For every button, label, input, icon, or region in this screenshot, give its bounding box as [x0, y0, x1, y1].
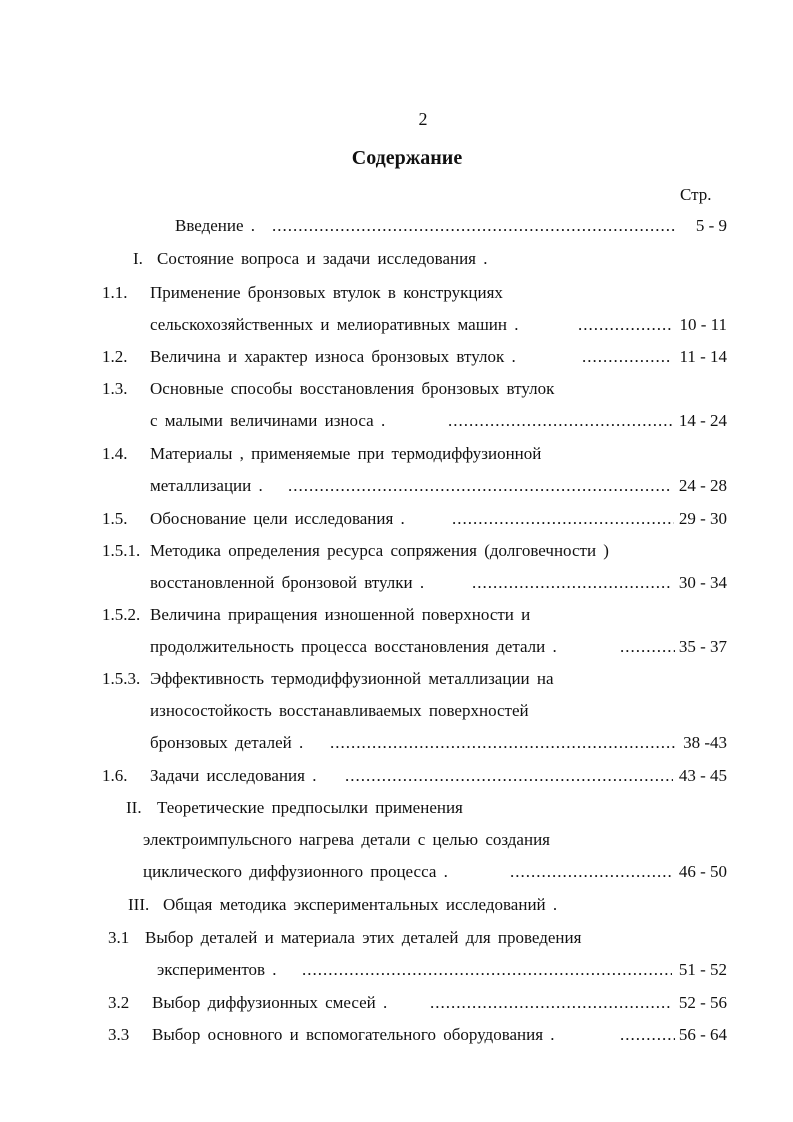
toc-entry-text: Выбор деталей и материала этих деталей для проведения	[145, 928, 582, 947]
toc-entry-text: Эффективность термодиффузионной металлизации на	[150, 669, 554, 688]
toc-leader-dots	[620, 638, 675, 655]
toc-entry-text: Величина приращения изношенной поверхности и	[150, 605, 531, 624]
toc-entry-text: бронзовых деталей .	[150, 733, 304, 752]
toc-entry-text: металлизации .	[150, 476, 263, 495]
toc-entry-pages: 52 - 56	[678, 993, 727, 1012]
toc-entry-number: 1.5.3.	[102, 669, 141, 688]
toc-entry-text: Методика определения ресурса сопряжения (долговечности )	[150, 541, 609, 560]
toc-entry-text: с малыми величинами износа .	[150, 411, 386, 430]
toc-entry-pages: 43 - 45	[678, 766, 727, 785]
toc-entry-pages: 51 - 52	[678, 960, 727, 979]
toc-leader-dots	[620, 1026, 675, 1043]
toc-entry-pages: 46 - 50	[678, 862, 727, 881]
toc-leader-dots	[345, 767, 673, 784]
toc-entry-number: 1.5.1.	[102, 541, 141, 560]
page-title: Содержание	[351, 147, 463, 169]
toc-entry-number: 1.6.	[102, 766, 128, 785]
toc-entry-pages: 38 -43	[683, 733, 727, 752]
toc-entry-text: износостойкость восстанавливаемых поверхностей	[150, 701, 529, 720]
toc-leader-dots	[578, 316, 673, 333]
toc-entry-pages: 5 - 9	[695, 216, 727, 235]
pages-column-label: Стр.	[680, 185, 712, 204]
toc-entry-pages: 14 - 24	[678, 411, 727, 430]
toc-entry-number: 3.2	[108, 993, 130, 1012]
toc-leader-dots	[448, 412, 673, 429]
toc-leader-dots	[430, 994, 672, 1011]
toc-entry-text: Задачи исследования .	[150, 766, 317, 785]
toc-entry-text: восстановленной бронзовой втулки .	[150, 573, 425, 592]
toc-entry-text: Обоснование цели исследования .	[150, 509, 405, 528]
toc-entry-number: 3.3	[108, 1025, 130, 1044]
toc-entry-number: 1.3.	[102, 379, 128, 398]
toc-entry-number: III.	[128, 895, 150, 914]
toc-entry-pages: 56 - 64	[678, 1025, 727, 1044]
toc-entry-number: 1.5.	[102, 509, 128, 528]
toc-entry-text: Общая методика экспериментальных исследований .	[163, 895, 558, 914]
page-number: 2	[418, 109, 428, 129]
toc-entry-text: электроимпульсного нагрева детали с целью создания	[143, 830, 550, 849]
toc-entry-text: сельскохозяйственных и мелиоративных машин .	[150, 315, 519, 334]
toc-entry-number: 3.1	[108, 928, 130, 947]
toc-entry-number: 1.1.	[102, 283, 128, 302]
toc-entry-number: 1.5.2.	[102, 605, 141, 624]
toc-entry-text: Основные способы восстановления бронзовых втулок	[150, 379, 555, 398]
toc-leader-dots	[472, 574, 672, 591]
toc-entry-pages: 30 - 34	[678, 573, 727, 592]
toc-entry-pages: 29 - 30	[678, 509, 727, 528]
toc-leader-dots	[272, 217, 676, 234]
toc-entry-text: циклического диффузионного процесса .	[143, 862, 448, 881]
toc-leader-dots	[510, 863, 673, 880]
toc-leader-dots	[330, 734, 676, 751]
toc-entry-text: экспериментов .	[157, 960, 277, 979]
toc-entry-text: продолжительность процесса восстановления детали .	[150, 637, 557, 656]
toc-entry-pages: 35 - 37	[678, 637, 727, 656]
toc-entry-text: Выбор основного и вспомогательного оборудования .	[152, 1025, 555, 1044]
toc-entry-text: Введение .	[175, 216, 256, 235]
toc-leader-dots	[302, 961, 672, 978]
toc-entry-pages: 10 - 11	[679, 315, 727, 334]
toc-entry-text: Выбор диффузионных смесей .	[152, 993, 388, 1012]
toc-entry-text: Величина и характер износа бронзовых втулок .	[150, 347, 516, 366]
toc-entry-text: Теоретические предпосылки применения	[157, 798, 463, 817]
toc-entry-text: Состояние вопроса и задачи исследования .	[157, 249, 488, 268]
toc-entry-number: 1.2.	[102, 347, 128, 366]
toc-entry-number: II.	[126, 798, 142, 817]
toc-entry-number: I.	[133, 249, 143, 268]
toc-entry-pages: 24 - 28	[678, 476, 727, 495]
toc-leader-dots	[288, 477, 671, 494]
toc-entry-pages: 11 - 14	[679, 347, 727, 366]
toc-entry-text: Применение бронзовых втулок в конструкциях	[150, 283, 503, 302]
toc-leader-dots	[452, 510, 674, 527]
toc-entry-text: Материалы , применяемые при термодиффузионной	[150, 444, 542, 463]
toc-entry-number: 1.4.	[102, 444, 128, 463]
toc-leader-dots	[582, 348, 672, 365]
